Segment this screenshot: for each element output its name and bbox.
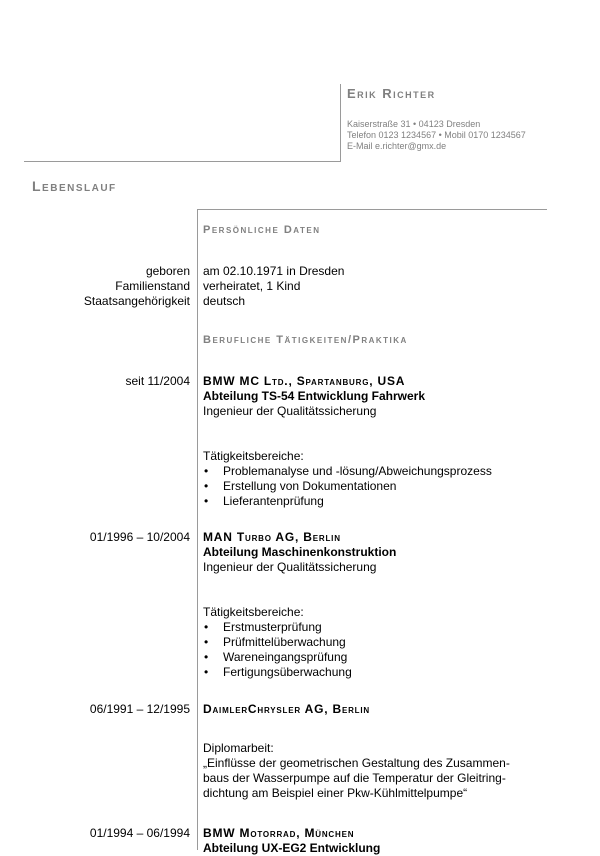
email-line: E-Mail e.richter@gmx.de bbox=[347, 141, 447, 151]
task-list bbox=[203, 464, 492, 509]
contact-block bbox=[347, 119, 526, 152]
entry-department: Abteilung TS-54 Entwicklung Fahrwerk bbox=[203, 389, 426, 403]
header-vertical-rule bbox=[340, 84, 341, 162]
thesis-line: dichtung am Beispiel einer Pkw-Kühlmittelpumpe“ bbox=[203, 786, 468, 800]
entry-thesis-label: Diplomarbeit: bbox=[203, 741, 274, 755]
personal-labels bbox=[84, 264, 190, 309]
entry-company: DaimlerChrysler AG, Berlin bbox=[203, 702, 370, 716]
column-horizontal-rule bbox=[197, 209, 547, 210]
career-entry bbox=[203, 702, 510, 801]
section-heading-personal: Persönliche Daten bbox=[203, 224, 321, 236]
entry-role: Ingenieur der Qualitätssicherung bbox=[203, 404, 377, 418]
thesis-line: „Einflüsse der geometrischen Gestaltung des Zusammen- bbox=[203, 756, 510, 770]
career-entry bbox=[203, 826, 380, 856]
label-nationality: Staatsangehörigkeit bbox=[83, 294, 190, 308]
entry-company: BMW Motorrad, München bbox=[203, 826, 355, 840]
career-entry bbox=[203, 530, 396, 680]
entry-role: Ingenieur der Qualitätssicherung bbox=[203, 560, 377, 574]
entry-department: Abteilung Maschinenkonstruktion bbox=[203, 545, 397, 559]
header-horizontal-rule bbox=[24, 161, 341, 162]
career-entry bbox=[203, 374, 492, 509]
entry-date: 01/1994 – 06/1994 bbox=[89, 826, 190, 840]
entry-date: 01/1996 – 10/2004 bbox=[89, 530, 190, 544]
entry-department: Abteilung UX-EG2 Entwicklung bbox=[203, 841, 381, 855]
column-vertical-rule bbox=[197, 210, 198, 850]
applicant-name: Erik Richter bbox=[347, 86, 436, 101]
document-title: Lebenslauf bbox=[32, 178, 117, 194]
entry-tasks-label: Tätigkeitsbereiche: bbox=[203, 449, 304, 463]
task-item: • Fertigungsüberwachung bbox=[203, 665, 396, 680]
entry-date: 06/1991 – 12/1995 bbox=[89, 702, 190, 716]
entry-tasks-label: Tätigkeitsbereiche: bbox=[203, 605, 304, 619]
personal-values bbox=[203, 264, 344, 309]
value-nationality: deutsch bbox=[203, 294, 246, 308]
entry-company: MAN Turbo AG, Berlin bbox=[203, 530, 341, 544]
task-item: • Problemanalyse und -lösung/Abweichungsprozess bbox=[203, 464, 492, 479]
task-item: • Erstmusterprüfung bbox=[203, 620, 396, 635]
task-item: • Erstellung von Dokumentationen bbox=[203, 479, 492, 494]
label-born: geboren bbox=[145, 264, 190, 278]
value-marital-status: verheiratet, 1 Kind bbox=[203, 279, 301, 293]
label-marital-status: Familienstand bbox=[115, 279, 190, 293]
task-list bbox=[203, 620, 396, 680]
thesis-line: baus der Wasserpumpe auf die Temperatur der Gleitring- bbox=[203, 771, 506, 785]
task-item: • Prüfmittelüberwachung bbox=[203, 635, 396, 650]
address-line: Kaiserstraße 31 • 04123 Dresden bbox=[347, 119, 481, 129]
phone-line: Telefon 0123 1234567 • Mobil 0170 1234567 bbox=[347, 130, 526, 140]
entry-date: seit 11/2004 bbox=[125, 374, 190, 388]
section-heading-career: Berufliche Tätigkeiten/Praktika bbox=[203, 334, 408, 346]
entry-company: BMW MC Ltd., Spartanburg, USA bbox=[203, 374, 406, 388]
value-born: am 02.10.1971 in Dresden bbox=[203, 264, 345, 278]
task-item: • Wareneingangsprüfung bbox=[203, 650, 396, 665]
task-item: • Lieferantenprüfung bbox=[203, 494, 492, 509]
